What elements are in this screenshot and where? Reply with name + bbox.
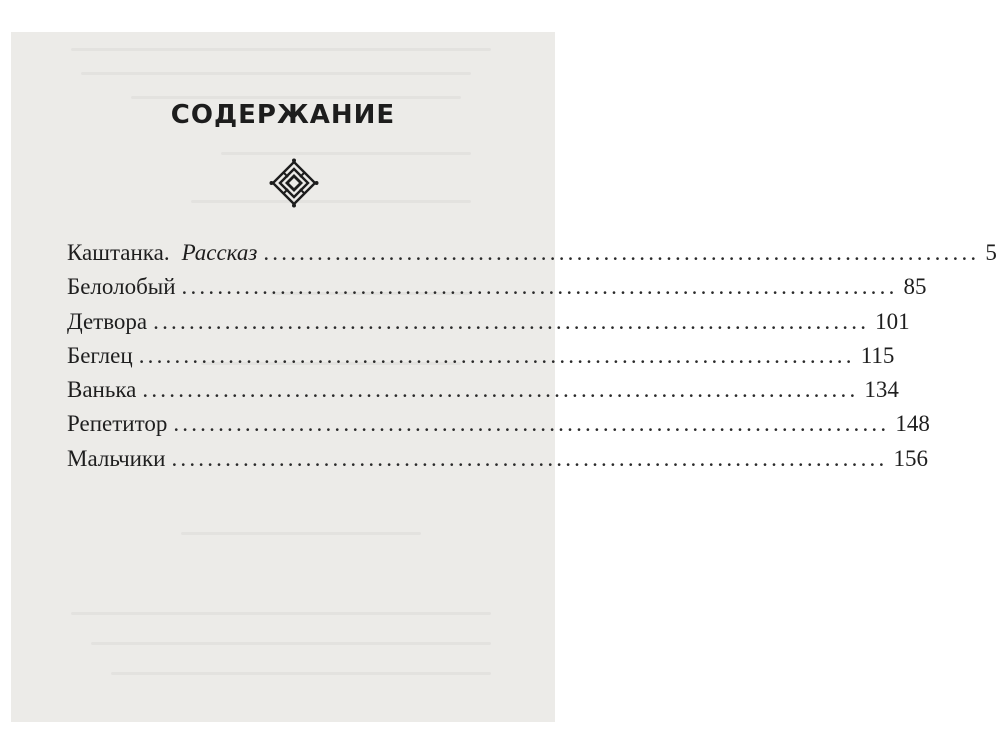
toc-entry-subtitle: Рассказ [181, 240, 258, 265]
toc-entry[interactable] [67, 445, 928, 480]
toc-entry[interactable] [67, 342, 895, 377]
toc-entry-page: 115 [860, 342, 895, 368]
toc-entry-page: 101 [875, 308, 910, 334]
toc-entry-page: 148 [895, 411, 930, 437]
toc-entry-title: Детвора [67, 308, 148, 334]
toc-entry-page: 5 [985, 240, 997, 265]
diamond-knot-ornament-icon [269, 158, 319, 208]
toc-entry[interactable] [67, 240, 997, 274]
toc-entry[interactable] [67, 308, 910, 343]
toc-dot-leader: ................................................................................ [138, 342, 855, 368]
toc-entry[interactable] [67, 411, 930, 445]
toc-entry-title: Репетитор [67, 411, 168, 437]
toc-entry[interactable] [67, 274, 927, 308]
toc-entry-title: Мальчики [67, 445, 166, 471]
toc-entry-title: Ванька [67, 377, 137, 403]
toc-dot-leader: ................................................................................ [153, 308, 870, 334]
toc-dot-leader: ................................................................................ [142, 377, 859, 403]
toc-entry-page: 85 [903, 274, 927, 300]
toc-dot-leader: ................................................................................ [263, 240, 980, 265]
toc-dot-leader: ................................................................................ [173, 411, 890, 437]
toc-dot-leader: ................................................................................ [171, 445, 888, 471]
toc-entry-title: Беглец [67, 342, 133, 368]
toc-entry[interactable] [67, 377, 899, 411]
toc-entry-title: Белолобый [67, 274, 176, 300]
table-of-contents [67, 240, 997, 480]
toc-dot-leader: ................................................................................ [181, 274, 898, 300]
page-title: СОДЕРЖАНИЕ [170, 100, 396, 130]
toc-entry-page: 156 [893, 445, 928, 471]
book-page [11, 32, 997, 722]
toc-entry-page: 134 [864, 377, 899, 403]
toc-entry-title: Каштанка. [67, 240, 170, 265]
